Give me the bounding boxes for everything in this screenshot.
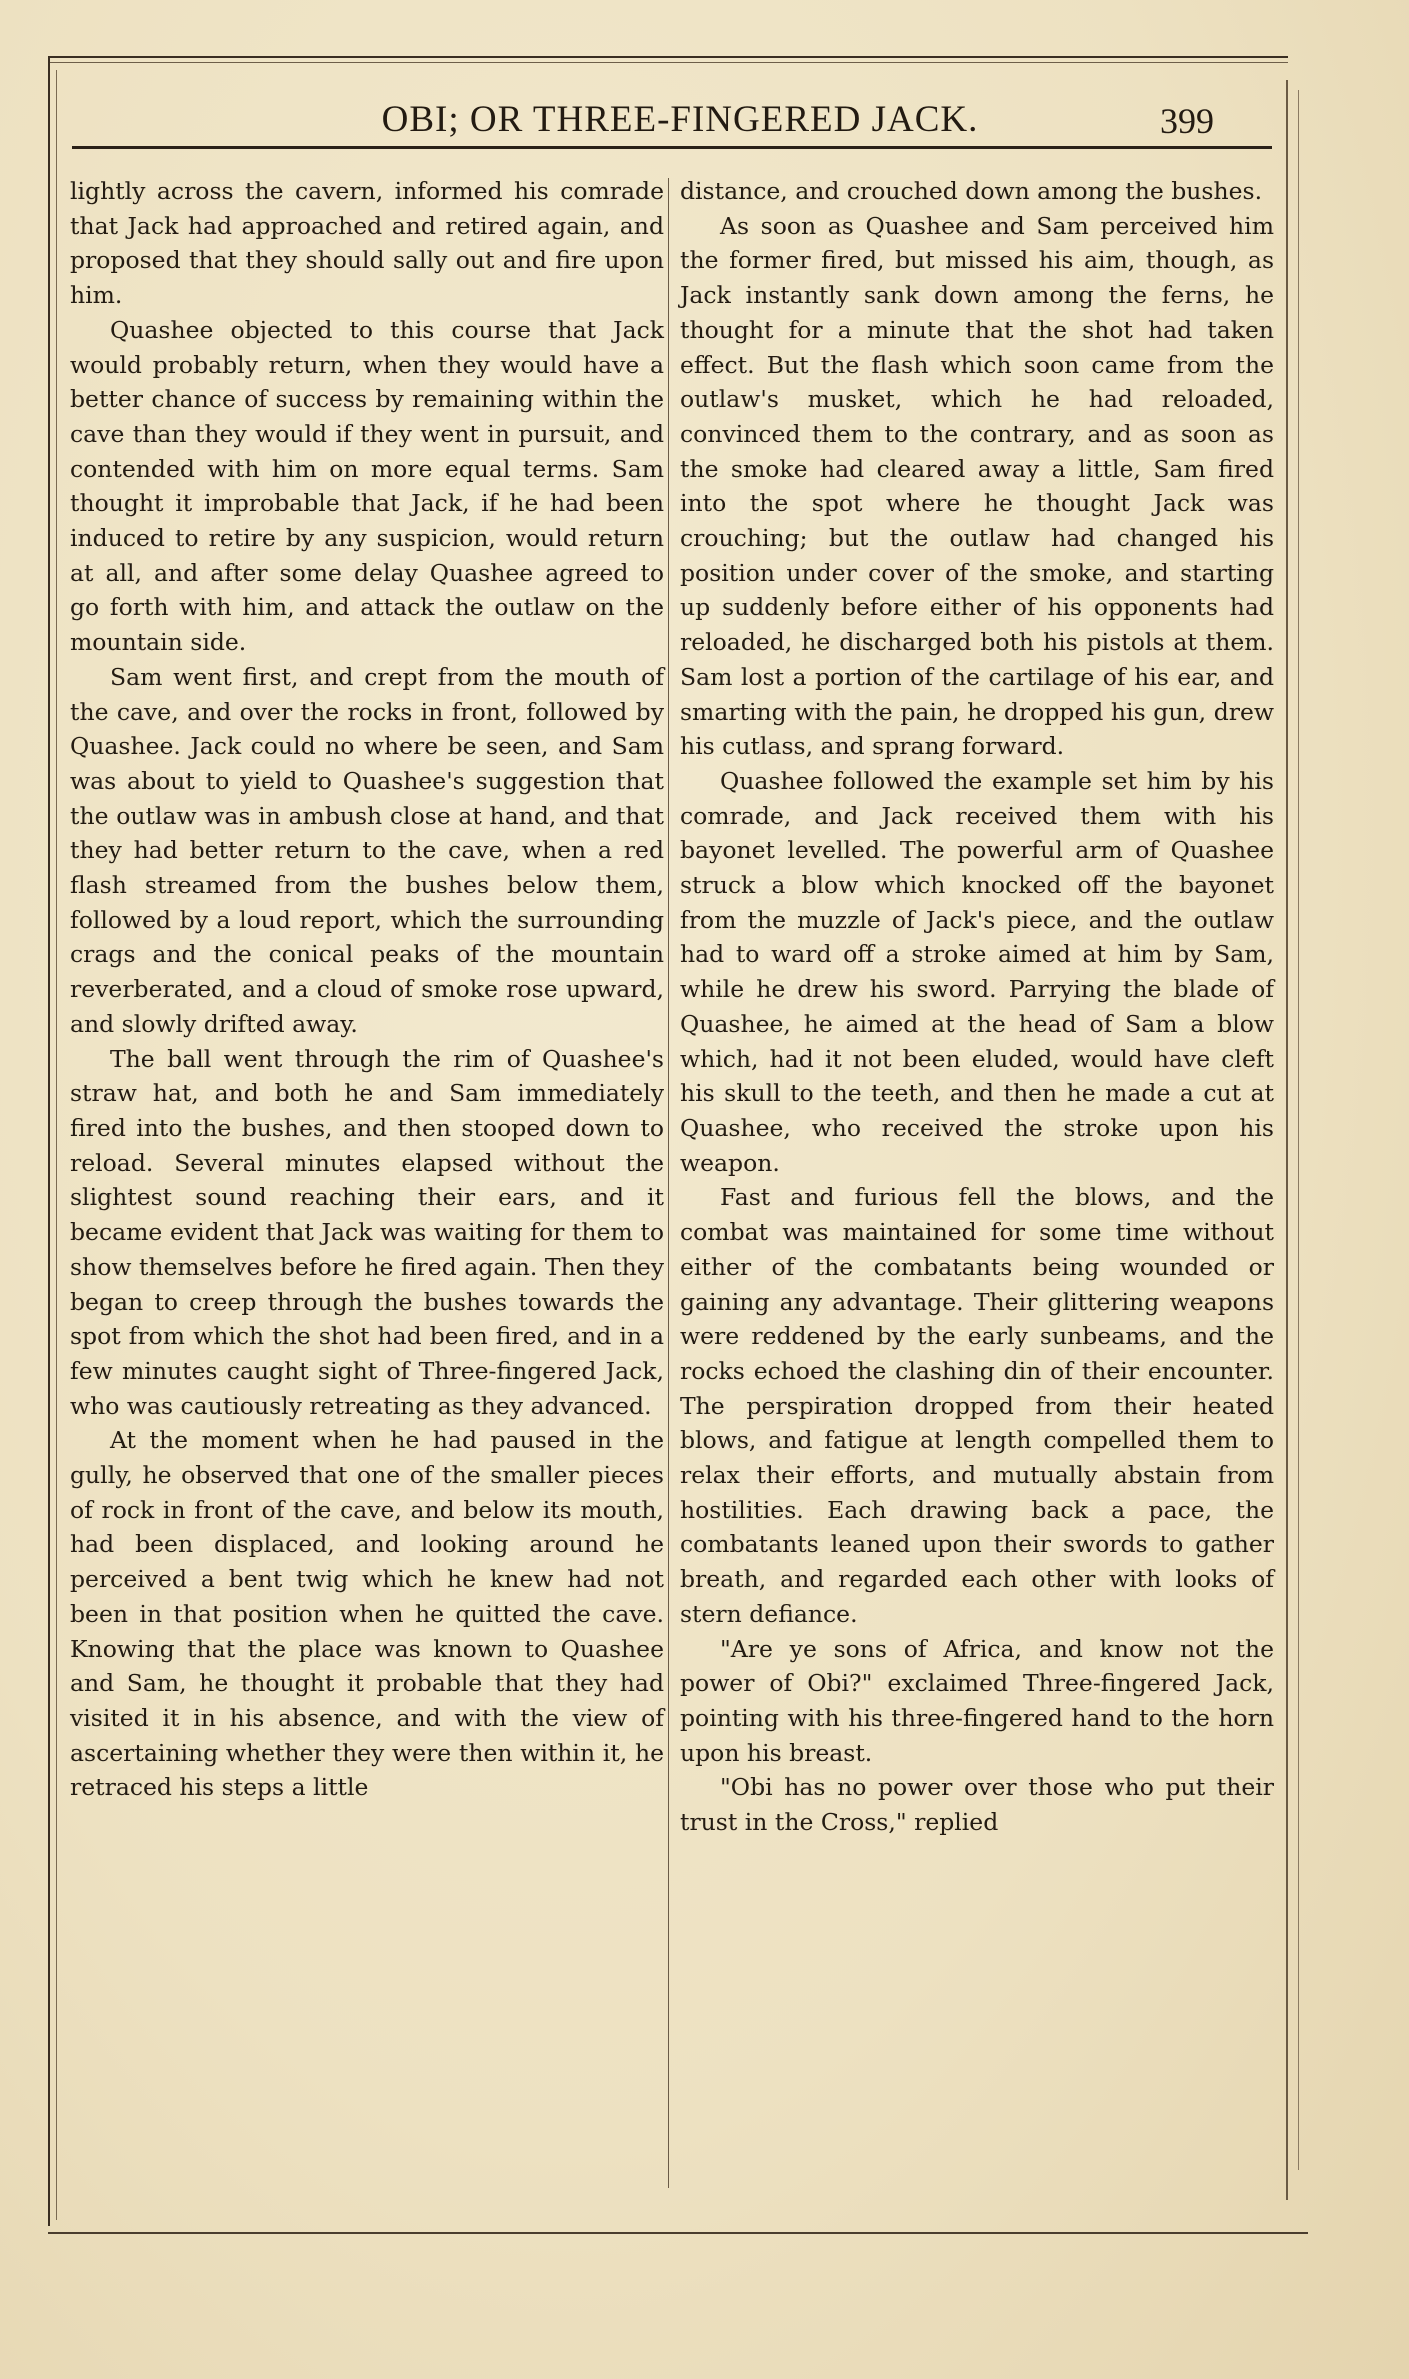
page-number: 399 [1160, 101, 1214, 141]
paragraph: distance, and crouched down among the bushes. [680, 177, 1263, 205]
paragraph: Sam went first, and crept from the mouth of the cave, and over the rocks in front, followed by Quashee. Jack could no where be seen, and Sam was about to yield to Quashee's suggestion that the outlaw was in ambush close at hand, and that they had better return to the cave, when a red flash streamed from the bushes below them, followed by a loud report, which the surrounding crags and the conical peaks of the mountain reverberated, and a cloud of smoke rose upward, and slowly drifted away. [70, 662, 664, 1038]
paragraph: "Are ye sons of Africa, and know not the power of Obi?" exclaimed Three-fingered Jack, pointing with his three-fingered hand to the horn upon his breast. [680, 1634, 1274, 1767]
paragraph: As soon as Quashee and Sam perceived him the former fired, but missed his aim, though, as Jack instantly sank down among the ferns, he thought for a minute that the shot had taken effect. But the flash which soon came from the outlaw's musket, which he had reloaded, convinced them to the contrary, and as soon as the smoke had cleared away a little, Sam fired into the spot where he thought Jack was crouching; but the outlaw had changed his position under cover of the smoke, and starting up suddenly before either of his opponents had reloaded, he discharged both his pistols at them. Sam lost a portion of the cartilage of his ear, and smarting with the pain, he dropped his gun, drew his cutlass, and sprang forward. [680, 211, 1274, 761]
page-border-bottom [48, 2232, 1308, 2234]
header-rule [72, 146, 1272, 149]
column-divider [668, 178, 669, 2188]
paragraph: At the moment when he had paused in the gully, he observed that one of the smaller pieces of rock in front of the cave, and below its mouth, had been displaced, and looking around he perceived a bent twig which he knew had not been in that position when he quitted the cave. Knowing that the place was known to Quashee and Sam, he thought it probable that they had visited it in his absence, and with the view of ascertaining whether they were then within it, he retraced his steps a little [70, 1426, 664, 1802]
right-column [680, 174, 1274, 1840]
page-border-top-inner [48, 62, 1288, 63]
paragraph: Fast and furious fell the blows, and the combat was maintained for some time without either of the combatants being wounded or gaining any advantage. Their glittering weapons were reddened by the early sunbeams, and the rocks echoed the clashing din of their encounter. The perspiration dropped from their heated blows, and fatigue at length compelled them to relax their efforts, and mutually abstain from hostilities. Each drawing back a pace, the combatants leaned upon their swords to gather breath, and regarded each other with looks of stern defiance. [680, 1183, 1274, 1628]
page-border-top [48, 56, 1288, 58]
running-title: OBI; OR THREE-FINGERED JACK. [381, 99, 979, 140]
page-border-right-inner [1298, 90, 1299, 2170]
page-border-left [48, 56, 50, 2226]
page-border-left-inner [56, 70, 57, 2220]
paragraph: lightly across the cavern, informed his comrade that Jack had approached and retired again, and proposed that they should sally out and fire upon him. [70, 177, 664, 310]
paragraph: Quashee objected to this course that Jack would probably return, when they would have a better chance of success by remaining within the cave than they would if they went in pursuit, and contended with him on more equal terms. Sam thought it improbable that Jack, if he had been induced to retire by any suspicion, would return at all, and after some delay Quashee agreed to go forth with him, and attack the outlaw on the mountain side. [70, 315, 664, 657]
paragraph: Quashee followed the example set him by his comrade, and Jack received them with his bayonet levelled. The powerful arm of Quashee struck a blow which knocked off the bayonet from the muzzle of Jack's piece, and the outlaw had to ward off a stroke aimed at him by Sam, while he drew his sword. Parrying the blade of Quashee, he aimed at the head of Sam a blow which, had it not been eluded, would have cleft his skull to the teeth, and then he made a cut at Quashee, who received the stroke upon his weapon. [680, 766, 1274, 1177]
left-column [70, 174, 664, 1805]
paragraph: "Obi has no power over those who put their trust in the Cross," replied [680, 1773, 1274, 1837]
paragraph: The ball went through the rim of Quashee's straw hat, and both he and Sam immediately fired into the bushes, and then stooped down to reload. Several minutes elapsed without the slightest sound reaching their ears, and it became evident that Jack was waiting for them to show themselves before he fired again. Then they began to creep through the bushes towards the spot from which the shot had been fired, and in a few minutes caught sight of Three-fingered Jack, who was cautiously retreating as they advanced. [70, 1044, 664, 1420]
page-border-right [1286, 80, 1288, 2200]
